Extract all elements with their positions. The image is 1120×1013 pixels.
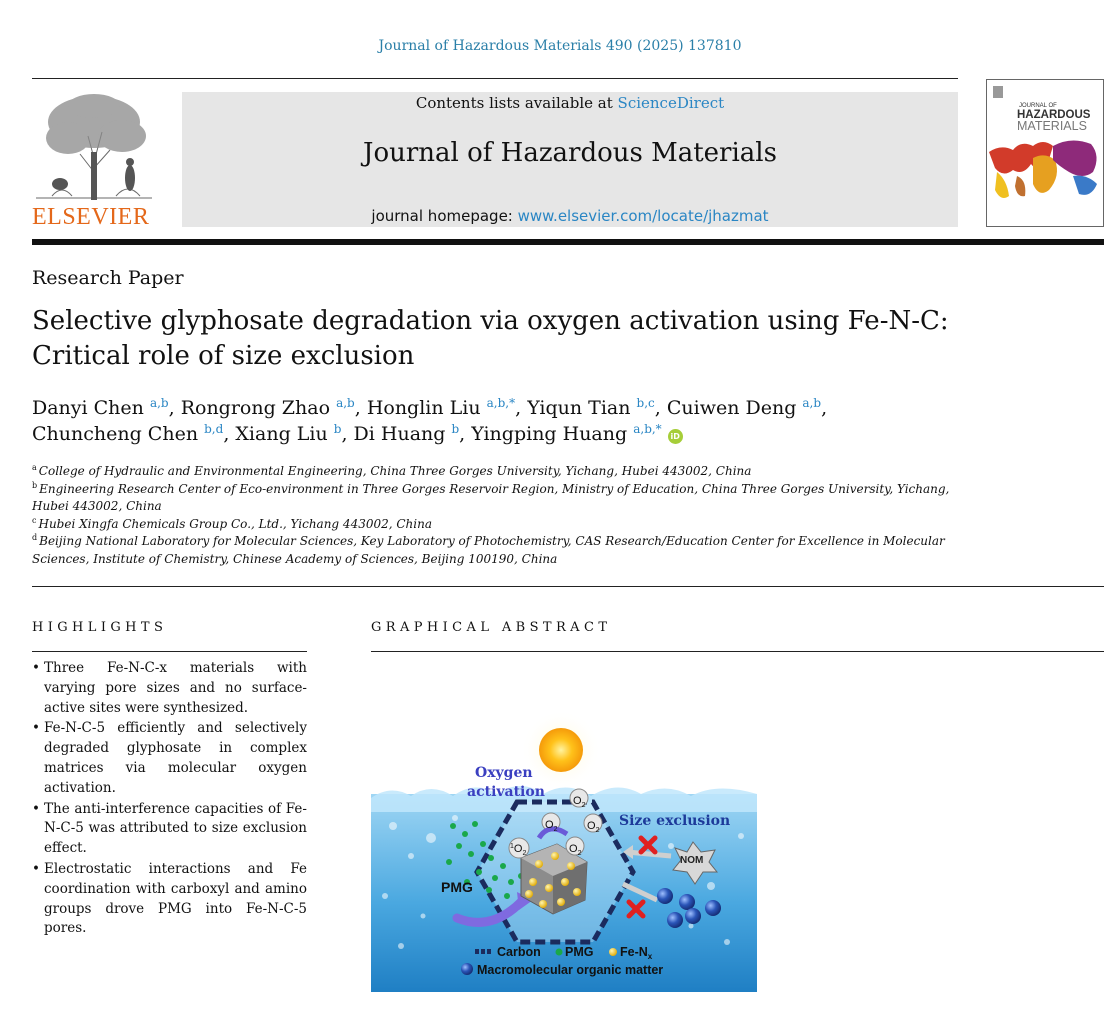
cover-line2: HAZARDOUS <box>1017 109 1091 121</box>
affiliation-mark: c <box>32 515 37 525</box>
author-name[interactable]: Rongrong Zhao <box>180 397 331 419</box>
author-affil-marks[interactable]: a,b <box>336 396 355 410</box>
journal-citation: Journal of Hazardous Materials 490 (2025) 137810 <box>378 38 742 54</box>
author-affil-marks[interactable]: b <box>333 422 342 436</box>
author-affil-marks[interactable]: a,b,* <box>633 422 662 436</box>
journal-title: Journal of Hazardous Materials <box>363 138 777 168</box>
highlights-list <box>32 659 307 940</box>
affiliation-text: Hubei Xingfa Chemicals Group Co., Ltd., Yichang 443002, China <box>38 516 432 531</box>
author-separator: , <box>354 397 367 419</box>
o2-label: $O_2$ <box>573 795 586 809</box>
highlight-item: • Three Fe-N-C-x materials with varying pore sizes and no surface-active sites were synthesized. <box>32 659 307 718</box>
author-separator: , <box>223 423 236 445</box>
affiliation-list <box>32 463 962 568</box>
author-separator: , <box>654 397 667 419</box>
contents-line <box>182 94 958 112</box>
cover-logo-icon <box>993 86 1003 98</box>
homepage-link[interactable]: www.elsevier.com/locate/jhazmat <box>517 207 769 225</box>
affiliation-mark: b <box>32 480 38 490</box>
author-separator: , <box>821 397 828 419</box>
affiliation-item <box>32 481 962 516</box>
highlights-rule <box>32 651 307 652</box>
author-separator: , <box>515 397 528 419</box>
header-thick-rule <box>32 239 1104 245</box>
affiliation-mark: d <box>32 533 38 542</box>
elsevier-wordmark[interactable]: ELSEVIER <box>32 204 150 230</box>
author-affil-marks[interactable]: a,b <box>149 396 169 410</box>
author-line-1 <box>32 395 1092 421</box>
graphical-abstract-rule <box>371 651 1104 652</box>
author-list <box>32 395 1092 447</box>
pmg-label: PMG <box>441 879 473 895</box>
graphical-abstract-figure[interactable] <box>371 706 757 992</box>
elsevier-tree-icon <box>32 92 156 204</box>
sun-icon <box>539 728 583 772</box>
author-name[interactable]: Cuiwen Deng <box>666 397 797 419</box>
author-affil-marks[interactable]: a,b,* <box>486 396 516 410</box>
cover-line1: JOURNAL OF <box>1019 103 1057 109</box>
author-separator: , <box>168 397 181 419</box>
affiliation-item <box>32 516 962 534</box>
article-title-line2: Critical role of size exclusion <box>32 341 415 371</box>
author-name[interactable]: Danyi Chen <box>32 397 144 419</box>
affiliation-text: Beijing National Laboratory for Molecular Sciences, Key Laboratory of Photochemistry, CAS Research/Education Center for Excellence in Molecular Sciences, Institute of Chemistry, Chinese Academy of Sciences, Beijing 100190, China <box>32 534 945 566</box>
world-map-art <box>989 140 1097 198</box>
author-affil-marks[interactable]: a,b <box>802 396 822 410</box>
o2-label: $O_2$ <box>587 820 600 834</box>
affiliation-text: College of Hydraulic and Environmental Engineering, China Three Gorges University, Yichang, Hubei 443002, China <box>38 464 752 478</box>
journal-banner <box>182 92 958 227</box>
highlight-item: • Electrostatic interactions and Fe coordination with carboxyl and amino groups drove PMG into Fe-N-C-5 pores. <box>32 860 307 939</box>
singlet-o2-label: $^1O_2$ <box>510 843 527 857</box>
cover-line3: MATERIALS <box>1017 119 1087 133</box>
homepage-line <box>182 207 958 225</box>
graphical-abstract-heading: GRAPHICAL ABSTRACT <box>371 620 612 635</box>
author-name[interactable]: Yiqun Tian <box>527 397 631 419</box>
author-separator: , <box>341 423 354 445</box>
author-name[interactable]: Xiang Liu <box>235 423 328 445</box>
author-name[interactable]: Di Huang <box>353 423 446 445</box>
header-rule <box>32 78 958 79</box>
nom-label: NOM <box>680 855 704 866</box>
legend-pmg: PMG <box>565 945 594 959</box>
sciencedirect-link[interactable]: ScienceDirect <box>617 94 725 112</box>
article-type: Research Paper <box>32 267 184 289</box>
section-divider <box>32 586 1104 587</box>
affiliation-item <box>32 463 962 481</box>
author-name[interactable]: Chuncheng Chen <box>32 423 199 445</box>
legend-macromolecular: Macromolecular organic matter <box>477 963 664 977</box>
affiliation-item <box>32 533 962 568</box>
legend-fe-nx: $Fe-N_x$ <box>620 945 653 961</box>
o2-label: $O_2$ <box>545 819 558 833</box>
journal-cover-thumbnail[interactable] <box>986 79 1104 227</box>
author-name[interactable]: Honglin Liu <box>366 397 481 419</box>
legend-carbon: Carbon <box>497 945 541 959</box>
article-title <box>32 304 1032 374</box>
oxygen-label-1: Oxygen <box>475 765 533 781</box>
homepage-prefix: journal homepage: <box>371 207 518 225</box>
highlight-item: • The anti-interference capacities of Fe-N-C-5 was attributed to size exclusion effect. <box>32 800 307 859</box>
author-affil-marks[interactable]: b,d <box>204 422 224 436</box>
affiliation-text: Engineering Research Center of Eco-environment in Three Gorges Reservoir Region, Ministry of Education, China Three Gorges University, Yichang, Hubei 443002, China <box>32 481 950 513</box>
highlights-heading: HIGHLIGHTS <box>32 620 168 635</box>
article-title-line1: Selective glyphosate degradation via oxygen activation using Fe-N-C: <box>32 306 949 336</box>
size-exclusion-label: Size exclusion <box>619 813 731 829</box>
author-affil-marks[interactable]: b,c <box>636 396 655 410</box>
author-separator: , <box>459 423 472 445</box>
orcid-icon[interactable]: iD <box>668 429 683 444</box>
highlight-item: • Fe-N-C-5 efficiently and selectively degraded glyphosate in complex matrices via molecular oxygen activation. <box>32 719 307 798</box>
author-affil-marks[interactable]: b <box>451 422 460 436</box>
author-name[interactable]: Yingping Huang <box>471 423 628 445</box>
affiliation-mark: a <box>32 463 37 472</box>
o2-label: $O_2$ <box>569 843 582 857</box>
oxygen-label-2: activation <box>467 784 545 800</box>
author-line-2 <box>32 421 1092 447</box>
contents-prefix: Contents lists available at <box>415 94 618 112</box>
